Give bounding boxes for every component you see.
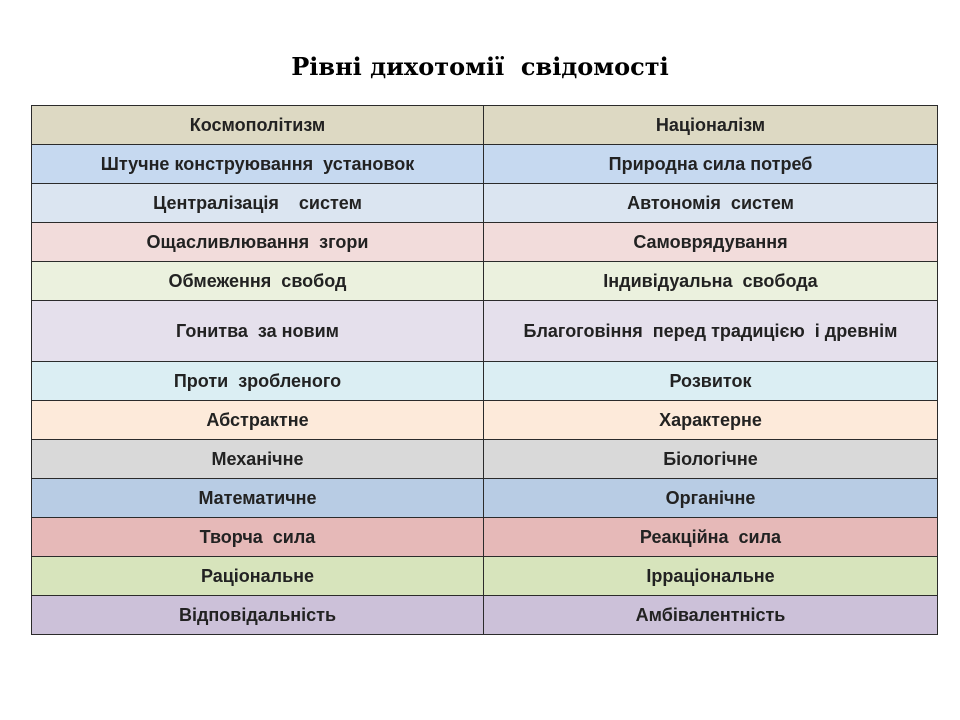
cell-right: Розвиток [484, 362, 938, 401]
table-row [32, 440, 938, 479]
table-row [32, 301, 938, 362]
table-row [32, 401, 938, 440]
cell-right: Реакційна сила [484, 518, 938, 557]
cell-left: Абстрактне [32, 401, 484, 440]
table-row [32, 223, 938, 262]
cell-left: Штучне конструювання установок [32, 145, 484, 184]
table-row [32, 184, 938, 223]
cell-left: Відповідальність [32, 596, 484, 635]
cell-right: Біологічне [484, 440, 938, 479]
cell-right: Амбівалентність [484, 596, 938, 635]
column-header-cosmopolitanism: Космополітизм [32, 106, 484, 145]
cell-right: Індивідуальна свобода [484, 262, 938, 301]
dichotomy-table [31, 105, 938, 635]
cell-right: Самоврядування [484, 223, 938, 262]
cell-right: Органічне [484, 479, 938, 518]
cell-left: Математичне [32, 479, 484, 518]
cell-left: Механічне [32, 440, 484, 479]
cell-left: Творча сила [32, 518, 484, 557]
table-row [32, 518, 938, 557]
slide-title: Рівні дихотомії свідомості [291, 52, 669, 81]
cell-left: Централізація систем [32, 184, 484, 223]
table-row [32, 557, 938, 596]
table-row [32, 479, 938, 518]
cell-right: Благоговіння перед традицією і древнім [484, 301, 938, 362]
cell-left: Проти зробленого [32, 362, 484, 401]
table-header-row [32, 106, 938, 145]
column-header-nationalism: Націоналізм [484, 106, 938, 145]
cell-right: Ірраціональне [484, 557, 938, 596]
cell-left: Обмеження свобод [32, 262, 484, 301]
cell-left: Гонитва за новим [32, 301, 484, 362]
table-row [32, 596, 938, 635]
cell-right: Автономія систем [484, 184, 938, 223]
cell-left: Раціональне [32, 557, 484, 596]
table-row [32, 145, 938, 184]
cell-right: Природна сила потреб [484, 145, 938, 184]
table-row [32, 362, 938, 401]
cell-right: Характерне [484, 401, 938, 440]
table-row [32, 262, 938, 301]
cell-left: Ощасливлювання згори [32, 223, 484, 262]
